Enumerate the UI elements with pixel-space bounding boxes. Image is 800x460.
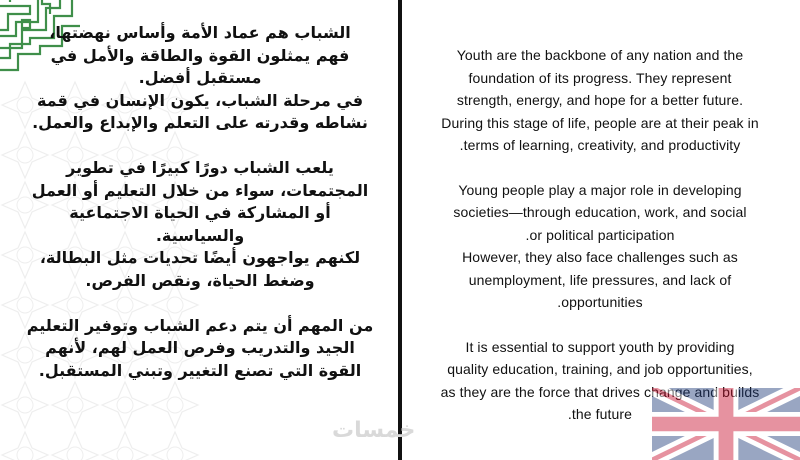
arabic-line: وضغط الحياة، ونقص الفرص. [85,270,315,290]
arabic-line: نشاطه وقدرته على التعلم والإبداع والعمل. [32,113,368,133]
english-line: as they are the force that drives change and builds [440,383,760,400]
english-line: Young people play a major role in developing [458,181,742,198]
english-line: However, they also face challenges such as [462,249,738,265]
arabic-line: أو المشاركة في الحياة الاجتماعية [69,203,331,223]
arabic-text-column [14,22,386,382]
arabic-line: في مرحلة الشباب، يكون الإنسان في قمة [36,90,364,110]
arabic-line: المجتمعات، سواء من خلال التعليم أو العمل [31,180,369,200]
arabic-line: من المهم أن يتم دعم الشباب وتوفير التعليم [26,315,374,335]
column-divider [398,0,402,460]
english-line: During this stage of life, people are at their peak in [441,114,759,131]
watermark: خمسات [332,418,416,443]
arabic-line: لكنهم يواجهون أيضًا تحديات مثل البطالة، [39,248,361,268]
english-line: .terms of learning, creativity, and productivity [459,137,741,153]
arabic-line: مستقبل أفضل. [138,68,262,88]
arabic-line: الجيد والتدريب وفرص العمل لهم، لأنهم [45,338,355,358]
english-line: quality education, training, and job opportunities, [447,361,753,377]
english-line: societies—through education, work, and social [453,204,747,220]
english-line: It is essential to support youth by providing [465,338,735,355]
english-line: .the future [567,406,633,422]
arabic-line: الشباب هم عماد الأمة وأساس نهضتها، [49,23,351,42]
arabic-line: والسياسية. [155,225,245,245]
arabic-line: القوة التي تصنع التغيير وتبني المستقبل. [38,360,362,380]
english-line: foundation of its progress. They represent [468,69,732,86]
english-line: .or political participation [525,226,675,243]
english-line: unemployment, life pressures, and lack of [468,271,732,288]
english-text-column [410,44,790,426]
english-line: Youth are the backbone of any nation and the [456,47,744,63]
arabic-line: فهم يمثلون القوة والطاقة والأمل في [50,45,350,65]
arabic-line: يلعب الشباب دورًا كبيرًا في تطوير [66,157,334,177]
english-line: strength, energy, and hope for a better future. [456,92,744,108]
english-line: .opportunities [557,294,643,310]
uk-flag-icon [652,388,800,460]
